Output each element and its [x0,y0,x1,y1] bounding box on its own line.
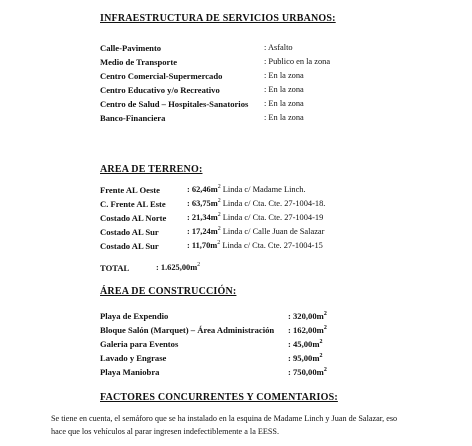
infra-label: Centro Comercial-Supermercado [100,71,223,81]
infra-value: : En la zona [264,71,304,80]
infra-value: : En la zona [264,99,304,108]
infra-label: Centro de Salud – Hospitales-Sanatorios [100,99,249,109]
factores-comment-line-1: Se tiene en cuenta, el semáforo que se ha instalado en la esquina de Madame Linch y Juan de Salazar, eso [51,414,398,423]
construccion-value: : $162,00m^2$ [288,325,327,335]
terreno-label: Costado AL Sur [100,241,159,251]
infra-heading: INFRAESTRUCTURA DE SERVICIOS URBANOS: [100,13,336,24]
terreno-label: Costado AL Norte [100,213,167,223]
construccion-value: : $95,00m^2$ [288,353,323,363]
construccion-heading: ÁREA DE CONSTRUCCIÓN: [100,286,237,297]
terreno-label: Costado AL Sur [100,227,159,237]
infra-label: Banco-Financiera [100,113,166,123]
construccion-label: Lavado y Engrase [100,353,167,363]
infra-label: Calle-Pavimento [100,43,162,53]
construccion-label: Playa de Expendio [100,311,169,321]
infra-value: : En la zona [264,113,304,122]
construccion-value: : $45,00m^2$ [288,339,323,349]
terreno-total-label: TOTAL [100,263,130,273]
terreno-detail: : $21,34m^2$ Linda c/ Cta. Cte. 27-1004-19 [187,212,324,222]
factores-heading: FACTORES CONCURRENTES Y COMENTARIOS: [100,392,338,403]
infra-label: Centro Educativo y/o Recreativo [100,85,220,95]
infra-value: : Publico en la zona [264,57,331,66]
construccion-label: Playa Maniobra [100,367,160,377]
terreno-detail: : $62,46m^2$ Linda c/ Madame Linch. [187,184,306,194]
terreno-detail: : $17,24m^2$ Linda c/ Calle Juan de Salazar [187,226,325,236]
terreno-total-value: : $1.625,00m^2$ [156,262,201,272]
infra-value: : Asfalto [264,43,293,52]
construccion-label: Bloque Salón (Marquet) – Área Administración [100,325,275,335]
infra-label: Medio de Transporte [100,57,178,67]
construccion-value: : $750,00m^2$ [288,367,327,377]
construccion-value: : $320,00m^2$ [288,311,327,321]
terreno-detail: : $63,75m^2$ Linda c/ Cta. Cte. 27-1004-18. [187,198,326,208]
infra-value: : En la zona [264,85,304,94]
terreno-label: Frente AL Oeste [100,185,160,195]
terreno-heading: AREA DE TERRENO: [100,164,203,175]
terreno-detail: : $11,70m^2$ Linda c/ Cta. Cte. 27-1004-15 [187,240,323,250]
factores-comment-line-2: hace que los vehículos al parar ingresen indefectiblemente a la EESS. [51,427,280,436]
terreno-label: C. Frente AL Este [100,199,166,209]
construccion-label: Galeria para Eventos [100,339,179,349]
